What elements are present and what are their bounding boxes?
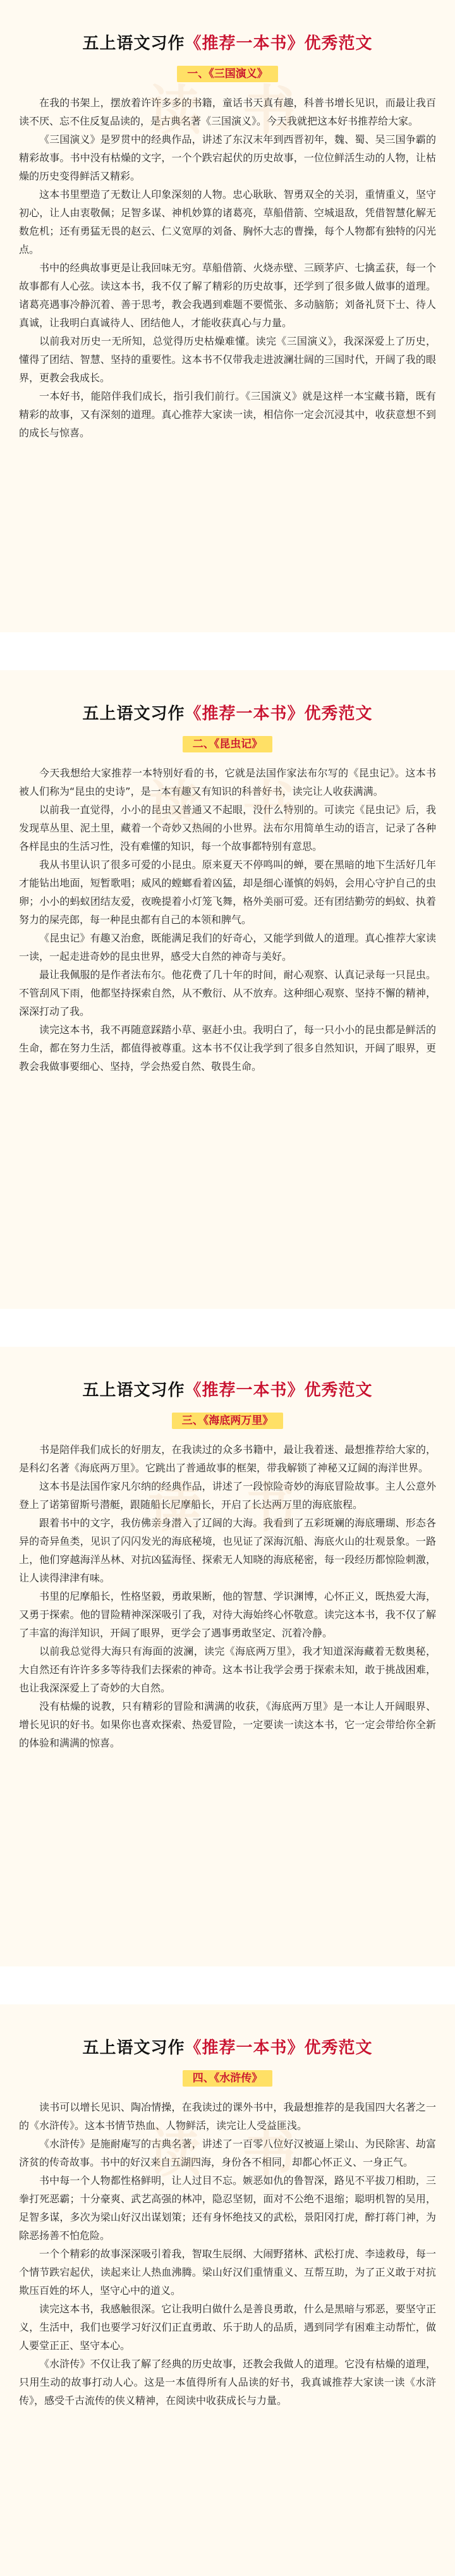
paragraph: 我从书里认识了很多可爱的小昆虫。原来夏天不停鸣叫的蝉，要在黑暗的地下生活好几年才能钻出地面，短暂歌唱；威风的螳螂看着凶猛，却是细心谨慎的妈妈，会用心守护自己的虫卵；小小的蚂蚁团结友爱，夜晚提着小灯笼飞舞，格外美丽可爱。还有团结勤劳的蚂蚁、执着努力的屎壳郎，每一种昆虫都有自己的本领和脾气。 bbox=[19, 859, 436, 926]
section-divider bbox=[0, 1309, 455, 1347]
essay-section-3 bbox=[0, 1347, 455, 1966]
paragraph: 以前我总觉得大海只有海面的波澜，读完《海底两万里》，我才知道深海藏着无数奥秘，大自然还有许许多多等待我们去探索的神奇。这本书让我学会勇于探索未知，敢于挑战困难，也让我深深爱上了奇妙的大自然。 bbox=[19, 1645, 436, 1694]
watermark-decoration: 读 书 bbox=[148, 1476, 307, 1539]
section-divider bbox=[0, 1966, 455, 2004]
essay-section-1 bbox=[0, 0, 455, 632]
paragraph: 没有枯燥的说教，只有精彩的冒险和满满的收获，《海底两万里》是一本让人开阔眼界、增长见识的好书。如果你也喜欢探索、热爱冒险，一定要读一读这本书，它一定会带给你全新的体验和满满的惊喜。 bbox=[19, 1700, 436, 1749]
section-divider bbox=[0, 632, 455, 670]
paragraph: 读书可以增长见识、陶冶情操，在我读过的课外书中，我最想推荐的是我国四大名著之一的《水浒传》。这本书情节热血、人物鲜活，读完让人受益匪浅。 bbox=[19, 2101, 436, 2131]
paragraph: 以前我对历史一无所知，总觉得历史枯燥难懂。读完《三国演义》，我深深爱上了历史，懂得了团结、智慧、坚持的重要性。这本书不仅带我走进波澜壮阔的三国时代，开阔了我的眼界，更教会我成长。 bbox=[19, 335, 436, 384]
paragraph: 《三国演义》是罗贯中的经典作品，讲述了东汉末年到西晋初年，魏、蜀、吴三国争霸的精彩故事。书中没有枯燥的文字，一个个跌宕起伏的历史故事，一位位鲜活生动的人物，让枯燥的历史变得鲜活又精彩。 bbox=[19, 133, 436, 182]
page-title: 五上语文习作《推荐一本书》优秀范文 bbox=[82, 1381, 373, 1400]
paragraph: 书是陪伴我们成长的好朋友，在我读过的众多书籍中，最让我着迷、最想推荐给大家的，是科幻名著《海底两万里》。它跳出了普通故事的框架，带我解锁了神秘又辽阔的海洋世界。 bbox=[19, 1444, 436, 1474]
essay-section-4 bbox=[0, 2004, 455, 2576]
watermark-decoration: 读 书 bbox=[148, 79, 307, 142]
paragraph: 书中每一个人物都性格鲜明，让人过目不忘。嫉恶如仇的鲁智深，路见不平拔刀相助，三拳打死恶霸；十分豪爽、武艺高强的林冲，隐忍坚韧，面对不公绝不退缩；聪明机智的吴用，足智多谋，多次为梁山好汉出谋划策；还有身怀绝技又的武松，景阳冈打虎，醉打蒋门神，为除恶扬善不怕危险。 bbox=[19, 2174, 436, 2242]
paragraph: 《水浒传》是施耐庵写的古典名著，讲述了一百零八位好汉被逼上梁山、为民除害、劫富济贫的传奇故事。书中的好汉来自五湖四海，身份各不相同，却都心怀正义、一身正气。 bbox=[19, 2138, 436, 2168]
paragraph: 读完这本书，我感触很深。它让我明白做什么是善良勇敢，什么是黑暗与邪恶，要坚守正义，生活中，我们也要学习好汉们正直勇敢、乐于助人的品质，遇到同学有困难主动帮忙，做人要堂正正、坚守本心。 bbox=[19, 2303, 436, 2352]
watermark-decoration: 读 书 bbox=[148, 775, 307, 837]
page-title: 五上语文习作《推荐一本书》优秀范文 bbox=[82, 2039, 373, 2058]
paragraph: 今天我想给大家推荐一本特别好看的书，它就是法国作家法布尔写的《昆虫记》。这本书被人们称为“昆虫的史诗”，是一本有趣又有知识的科普好书，读完让人收获满满。 bbox=[19, 767, 436, 797]
paragraph: 读完这本书，我不再随意踩踏小草、驱赶小虫。我明白了，每一只小小的昆虫都是鲜活的生命，都在努力生活，都值得被尊重。这本书不仅让我学到了很多自然知识，开阔了眼界，更教会我做事要细心、坚持，学会热爱自然、敬畏生命。 bbox=[19, 1024, 436, 1072]
paragraph: 书里的尼摩船长，性格坚毅，勇敢果断，他的智慧、学识渊博，心怀正义，既热爱大海，又勇于探索。他的冒险精神深深吸引了我，对待大海始终心怀敬意。读完这本书，我不仅了解了丰富的海洋知识，开阔了眼界，更学会了遇事勇敢坚定、沉着冷静。 bbox=[19, 1590, 436, 1639]
page-title: 五上语文习作《推荐一本书》优秀范文 bbox=[82, 34, 373, 53]
essay-section-2 bbox=[0, 670, 455, 1309]
book-subtitle: 四、《水浒传》 bbox=[183, 2070, 273, 2087]
page-title: 五上语文习作《推荐一本书》优秀范文 bbox=[82, 704, 373, 723]
book-subtitle: 一、《三国演义》 bbox=[177, 66, 278, 82]
watermark-decoration: 读 书 bbox=[148, 2121, 307, 2184]
paragraph: 这本书是法国作家凡尔纳的经典作品，讲述了一段惊险奇妙的海底冒险故事。主人公意外登上了诺第留斯号潜艇，跟随船长尼摩船长，开启了长达两万里的海底旅程。 bbox=[19, 1480, 436, 1511]
paragraph: 在我的书架上，摆放着许许多多的书籍，童话书天真有趣，科普书增长见识，而最让我百读不厌、忘不住反复品读的，是古典名著《三国演义》。今天我就把这本好书推荐给大家。 bbox=[19, 97, 436, 127]
book-subtitle: 三、《海底两万里》 bbox=[172, 1413, 284, 1429]
paragraph: 跟着书中的文字，我仿佛亲身潜入了辽阔的大海。我看到了五彩斑斓的海底珊瑚、形态各异的奇异鱼类，见识了闪闪发光的海底秘境，也见证了深海沉船、海底火山的壮观景象。一路上，他们穿越海洋丛林、对抗凶猛海怪、探索无人知晓的海底秘密，每一段经历都惊险刺激，让人读得津津有味。 bbox=[19, 1517, 436, 1584]
paragraph: 书中的经典故事更是让我回味无穷。草船借箭、火烧赤壁、三顾茅庐、七擒孟获，每一个故事都有人心弦。读这本书，我不仅了解了精彩的历史故事，还学到了很多做人做事的道理。诸葛亮遇事冷静沉着、善于思考，教会我遇到难题不要慌张、多动脑筋；刘备礼贤下士、待人真诚，让我明白真诚待人、团结他人，才能收获真心与力量。 bbox=[19, 262, 436, 329]
paragraph: 这本书里塑造了无数让人印象深刻的人物。忠心耿耿、智勇双全的关羽，重情重义，坚守初心，让人由衷敬佩；足智多谋、神机妙算的诸葛亮，草船借箭、空城退敌，凭借智慧化解无数危机；还有勇猛无畏的赵云、仁义宽厚的刘备、胸怀大志的曹操，每个人物都有独特的闪光点。 bbox=[19, 188, 436, 255]
paragraph: 一个个精彩的故事深深吸引着我，智取生辰纲、大闹野猪林、武松打虎、李逵救母，每一个情节跌宕起伏，读起来让人热血沸腾。梁山好汉们重情重义、互帮互助，为了正义敢于对抗欺压百姓的坏人，坚守心中的道义。 bbox=[19, 2248, 436, 2297]
paragraph: 以前我一直觉得，小小的昆虫又普通又不起眼，没什么特别的。可读完《昆虫记》后，我发现草丛里、泥土里，藏着一个奇妙又热闹的小世界。法布尔用简单生动的语言，记录了各种各样昆虫的生活习性，没有难懂的知识，每一个故事都特别有意思。 bbox=[19, 804, 436, 852]
paragraph: 《昆虫记》有趣又治愈，既能满足我们的好奇心，又能学到做人的道理。真心推荐大家读一读，一起走进奇妙的昆虫世界，感受大自然的神奇与美好。 bbox=[19, 932, 436, 962]
book-subtitle: 二、《昆虫记》 bbox=[183, 736, 273, 752]
paragraph: 最让我佩服的是作者法布尔。他花费了几十年的时间，耐心观察、认真记录每一只昆虫。不管刮风下雨，他都坚持探索自然，从不敷衍、从不放弃。这种细心观察、坚持不懈的精神，深深打动了我。 bbox=[19, 969, 436, 1017]
paragraph: 一本好书，能陪伴我们成长，指引我们前行。《三国演义》就是这样一本宝藏书籍，既有精彩的故事，又有深刻的道理。真心推荐大家读一读，相信你一定会沉浸其中，收获意想不到的成长与惊喜。 bbox=[19, 390, 436, 439]
paragraph: 《水浒传》不仅让我了解了经典的历史故事，还教会我做人的道理。它没有枯燥的道理，只用生动的故事打动人心。这是一本值得所有人品读的好书，我真诚推荐大家读一读《水浒传》，感受千古流传的侠义精神，在阅读中收获成长与力量。 bbox=[19, 2358, 436, 2407]
